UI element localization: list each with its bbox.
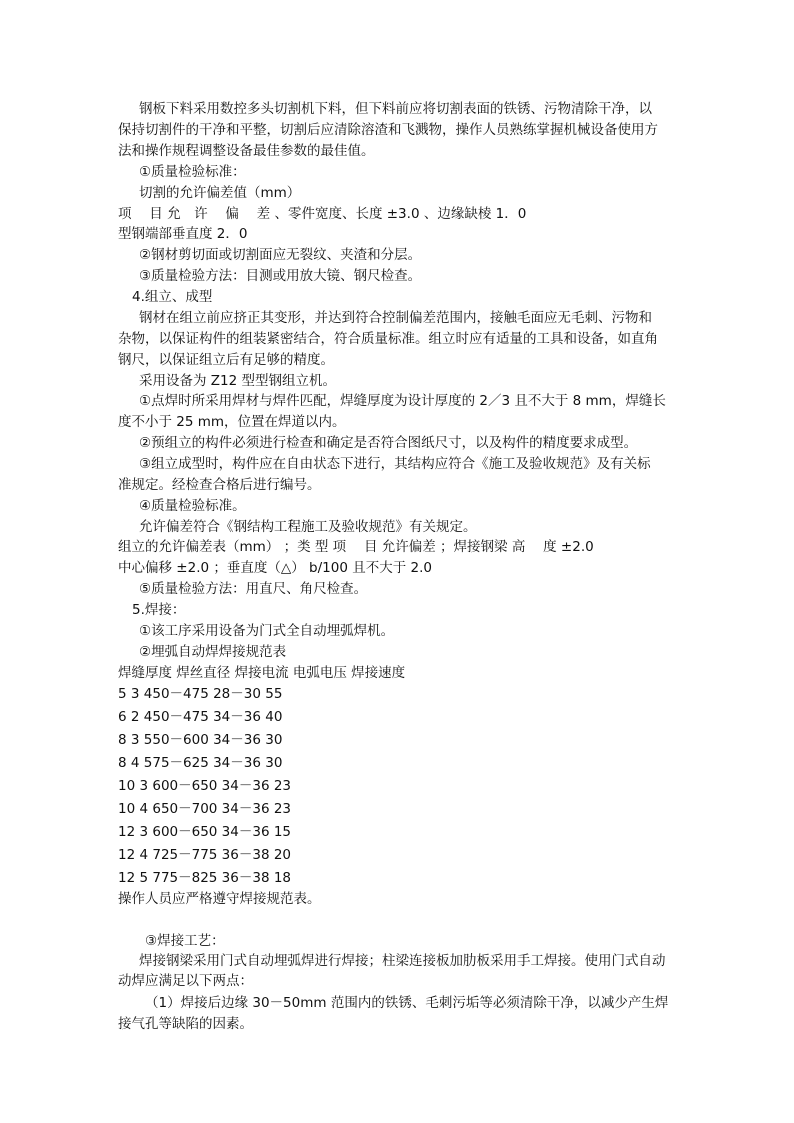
paragraph-line: 允许偏差符合《钢结构工程施工及验收规范》有关规定。 xyxy=(139,519,477,535)
paragraph-line: ③组立成型时，构件应在自由状态下进行，其结构应符合《施工及验收规范》及有关标 xyxy=(139,456,651,472)
paragraph-line: 钢板下料采用数控多头切割机下料，但下料前应将切割表面的铁锈、污物清除干净，以 xyxy=(139,101,652,117)
paragraph-line: 型钢端部垂直度 2．0 xyxy=(118,226,248,242)
paragraph-line: 焊接钢梁采用门式自动埋弧焊进行焊接；柱梁连接板加肋板采用手工焊接。使用门式自动 xyxy=(139,953,666,969)
table-row-line: 10 3 600－650 34－36 23 xyxy=(118,778,292,794)
paragraph-line: ①点焊时所采用焊材与焊件匹配，焊缝厚度为设计厚度的 2／3 且不大于 8 mm，焊缝长 xyxy=(139,393,666,409)
paragraph-line: ①该工序采用设备为门式全自动埋弧焊机。 xyxy=(139,623,395,639)
section-heading: 4.组立、成型 xyxy=(132,289,213,305)
paragraph-line: 度不小于 25 mm，位置在焊道以内。 xyxy=(118,414,346,430)
paragraph-line: 项 目 允 许 偏 差 、零件宽度、长度 ±3.0 、边缘缺棱 1．0 xyxy=(118,206,527,222)
table-row-line: 12 4 725－775 36－38 20 xyxy=(118,847,292,863)
paragraph-line: 保持切割件的干净和平整，切割后应清除溶渣和飞溅物，操作人员熟练掌握机械设备使用方 xyxy=(118,122,658,138)
paragraph-line: 钢材在组立前应挤正其变形，并达到符合控制偏差范围内，接触毛面应无毛刺、污物和 xyxy=(139,310,652,326)
paragraph-line: ④质量检验标准。 xyxy=(139,498,246,514)
paragraph-line: 动焊应满足以下两点： xyxy=(118,973,253,989)
paragraph-line: 法和操作规程调整设备最佳参数的最佳值。 xyxy=(118,143,375,159)
paragraph-line: 准规定。经检查合格后进行编号。 xyxy=(118,477,321,493)
paragraph-line: （1）焊接后边缘 30－50mm 范围内的铁锈、毛刺污垢等必须清除干净，以减少产生焊 xyxy=(145,995,669,1011)
paragraph-line: ⑤质量检验方法：用直尺、角尺检查。 xyxy=(139,581,368,597)
paragraph-line: 杂物，以保证构件的组装紧密结合，符合质量标准。组立时应有适量的工具和设备，如直角 xyxy=(118,331,658,347)
paragraph-line: 钢尺，以保证组立后有足够的精度。 xyxy=(118,352,334,368)
paragraph-line: ①质量检验标准： xyxy=(139,164,246,180)
section-heading: ③焊接工艺： xyxy=(145,933,225,949)
paragraph-line: 操作人员应严格遵守焊接规范表。 xyxy=(118,891,321,907)
table-row-line: 8 3 550－600 34－36 30 xyxy=(118,732,283,748)
table-row-line: 5 3 450－475 28－30 55 xyxy=(118,686,283,702)
paragraph-line: ③质量检验方法：目测或用放大镜、钢尺检查。 xyxy=(139,268,422,284)
paragraph-line: ②预组立的构件必须进行检查和确定是否符合图纸尺寸，以及构件的精度要求成型。 xyxy=(139,435,638,451)
paragraph-line: 切割的允许偏差值（mm） xyxy=(139,185,301,201)
table-header-line: 焊缝厚度 焊丝直径 焊接电流 电弧电压 焊接速度 xyxy=(118,665,406,681)
table-row-line: 10 4 650－700 34－36 23 xyxy=(118,801,292,817)
paragraph-line: 组立的允许偏差表（mm） ；类 型 项 目 允许偏差 ；焊接钢梁 高 度 ±2.0 xyxy=(118,539,594,555)
paragraph-line: 中心偏移 ±2.0 ；垂直度（△） b/100 且不大于 2.0 xyxy=(118,560,432,576)
table-row-line: 12 3 600－650 34－36 15 xyxy=(118,824,292,840)
table-row-line: 12 5 775－825 36－38 18 xyxy=(118,870,292,886)
paragraph-line: ②埋弧自动焊焊接规范表 xyxy=(139,644,287,660)
paragraph-line: ②钢材剪切面或切割面应无裂纹、夹渣和分层。 xyxy=(139,247,422,263)
paragraph-line: 接气孔等缺陷的因素。 xyxy=(118,1016,253,1032)
table-row-line: 6 2 450－475 34－36 40 xyxy=(118,709,283,725)
table-row-line: 8 4 575－625 34－36 30 xyxy=(118,755,283,771)
paragraph-line: 采用设备为 Z12 型型钢组立机。 xyxy=(139,373,337,389)
section-heading: 5.焊接： xyxy=(132,602,186,618)
